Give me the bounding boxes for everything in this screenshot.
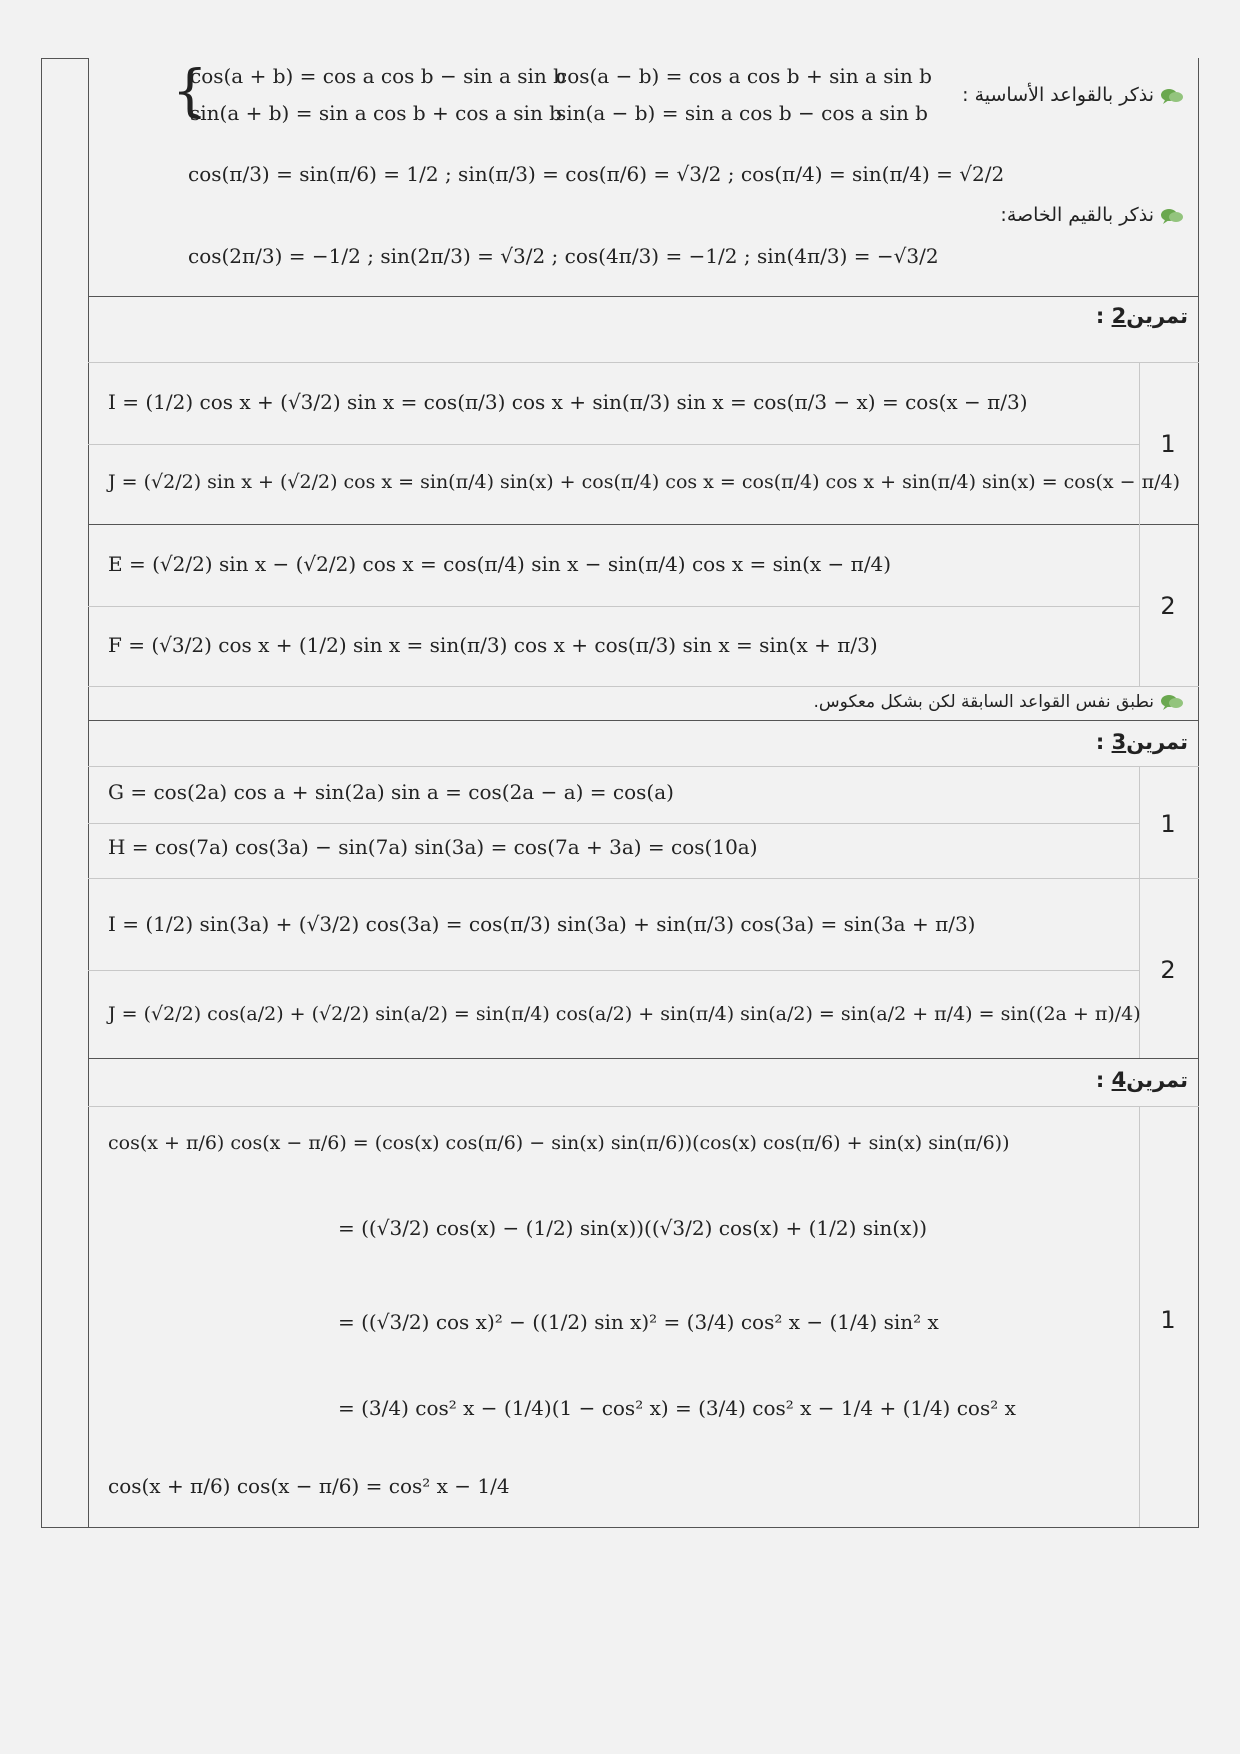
separator-ex2-note <box>88 686 1199 687</box>
exercise-2-title: تمرين2 : <box>1095 304 1188 328</box>
separator-ex3-header <box>88 766 1199 767</box>
speech-bubble-icon <box>1160 207 1184 225</box>
separator-ex3-row1 <box>88 823 1139 824</box>
ex4-line-1: cos(x + π/6) cos(x − π/6) = (cos(x) cos(π/6) − sin(x) sin(π/6))(cos(x) cos(π/6) + sin(x) sin(π/6)) <box>108 1132 1010 1154</box>
separator-ex2-ex3 <box>88 720 1199 721</box>
ex2-note: نطبق نفس القواعد السابقة لكن بشكل معكوس. <box>814 692 1184 712</box>
special-values-line-1: cos(π/3) = sin(π/6) = 1/2 ; sin(π/3) = cos(π/6) = √3/2 ; cos(π/4) = sin(π/4) = √2/2 <box>188 162 1005 186</box>
ex4-question-1: 1 <box>1160 1306 1176 1334</box>
speech-bubble-icon <box>1160 87 1184 105</box>
ex4-line-3: = ((√3/2) cos x)² − ((1/2) sin x)² = (3/4) cos² x − (1/4) sin² x <box>338 1310 939 1334</box>
formula-cos-diff: cos(a − b) = cos a cos b + sin a sin b <box>556 64 932 88</box>
separator-ex4-header <box>88 1106 1199 1107</box>
ex4-result: cos(x + π/6) cos(x − π/6) = cos² x − 1/4 <box>108 1474 510 1498</box>
ex2-equation-I: I = (1/2) cos x + (√3/2) sin x = cos(π/3) cos x + sin(π/3) sin x = cos(π/3 − x) = cos(x − π/3) <box>108 390 1028 414</box>
ex2-equation-E: E = (√2/2) sin x − (√2/2) cos x = cos(π/4) sin x − sin(π/4) cos x = sin(x − π/4) <box>108 552 892 576</box>
ex2-question-1: 1 <box>1160 430 1176 458</box>
ex3-equation-G: G = cos(2a) cos a + sin(2a) sin a = cos(2a − a) = cos(a) <box>108 780 674 804</box>
ex4-line-4: = (3/4) cos² x − (1/4)(1 − cos² x) = (3/4) cos² x − 1/4 + (1/4) cos² x <box>338 1396 1016 1420</box>
formula-sin-diff: sin(a − b) = sin a cos b − cos a sin b <box>556 101 928 125</box>
exercise-3-title: تمرين3 : <box>1095 730 1188 754</box>
left-margin-line-inner <box>88 58 89 1528</box>
separator-ex2-row3 <box>88 606 1139 607</box>
ex2-equation-J: J = (√2/2) sin x + (√2/2) cos x = sin(π/4) sin(x) + cos(π/4) cos x = cos(π/4) cos x + sin(π/4) sin(x) = cos(x − π/4) <box>108 471 1180 493</box>
formula-sin-sum: sin(a + b) = sin a cos b + cos a sin b <box>190 101 562 125</box>
bottom-border-line <box>41 1527 1199 1528</box>
separator-ex3-ex4 <box>88 1058 1199 1059</box>
special-values-label: نذكر بالقيم الخاصة: <box>1000 204 1184 226</box>
separator-reminders-ex2 <box>88 296 1199 297</box>
ex3-question-1: 1 <box>1160 810 1176 838</box>
ex4-line-2: = ((√3/2) cos(x) − (1/2) sin(x))((√3/2) cos(x) + (1/2) sin(x)) <box>338 1216 927 1240</box>
separator-ex2-group1 <box>88 524 1199 525</box>
separator-ex3-group1 <box>88 878 1199 879</box>
ex3-equation-J: J = (√2/2) cos(a/2) + (√2/2) sin(a/2) = sin(π/4) cos(a/2) + sin(π/4) sin(a/2) = sin(a/2 + π/4) = sin((2a + π)/4) <box>108 1003 1141 1025</box>
ex2-question-2: 2 <box>1160 592 1176 620</box>
ex2-equation-F: F = (√3/2) cos x + (1/2) sin x = sin(π/3) cos x + cos(π/3) sin x = sin(x + π/3) <box>108 633 878 657</box>
exercise-4-title: تمرين4 : <box>1095 1068 1188 1092</box>
top-margin-line <box>41 58 89 59</box>
formula-cos-sum: cos(a + b) = cos a cos b − sin a sin b <box>190 64 566 88</box>
separator-ex2-header <box>88 362 1199 363</box>
speech-bubble-icon <box>1160 693 1184 711</box>
basic-rules-label: نذكر بالقواعد الأساسية : <box>962 84 1184 106</box>
separator-ex3-row3 <box>88 970 1139 971</box>
special-values-line-2: cos(2π/3) = −1/2 ; sin(2π/3) = √3/2 ; cos(4π/3) = −1/2 ; sin(4π/3) = −√3/2 <box>188 244 939 268</box>
formula-brace: { <box>172 59 208 124</box>
ex3-equation-H: H = cos(7a) cos(3a) − sin(7a) sin(3a) = cos(7a + 3a) = cos(10a) <box>108 835 758 859</box>
ex2-number-column-divider <box>1139 362 1140 686</box>
ex3-question-2: 2 <box>1160 956 1176 984</box>
separator-ex2-row1 <box>88 444 1139 445</box>
ex3-equation-I: I = (1/2) sin(3a) + (√3/2) cos(3a) = cos(π/3) sin(3a) + sin(π/3) cos(3a) = sin(3a + π/3) <box>108 912 976 936</box>
right-border-line <box>1198 58 1199 1528</box>
left-margin-line-outer <box>41 58 42 1528</box>
